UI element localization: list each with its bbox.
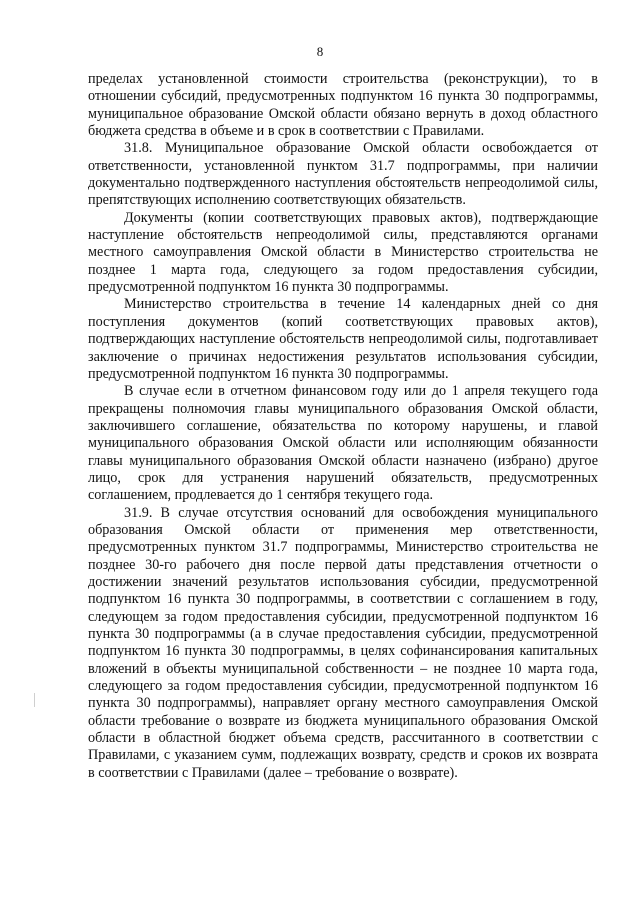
page-number: 8: [316, 44, 324, 59]
paragraph-ministry-review: Министерство строительства в течение 14 календарных дней со дня поступления документов (копий соответствующих правовых актов), подтверждающих наступление обстоятельств непреодолимой силы, подготавливает заключение о причинах недостижения результатов использования субсидии, предусмотренной подпунктом 16 пункта 30 подпрограммы.: [88, 296, 598, 382]
paragraph-continuation: пределах установленной стоимости строительства (реконструкции), то в отношении субсидий, предусмотренных подпунктом 16 пункта 30 подпрограммы, муниципальное образование Омской области обязано вернуть в доход областного бюджета средства в объеме и в срок в соответствии с Правилами.: [88, 71, 598, 140]
paragraph-31-8: 31.8. Муниципальное образование Омской области освобождается от ответственности, установленной пунктом 31.7 подпрограммы, при наличии документально подтвержденного наступления обстоятельств непреодолимой силы, препятствующих исполнению соответствующих обязательств.: [88, 140, 598, 209]
document-body: [88, 71, 598, 782]
paragraph-authority-change: В случае если в отчетном финансовом году или до 1 апреля текущего года прекращены полномочия главы муниципального образования Омской области, заключившего соглашение, обязательства по которому нарушены, и главой муниципального образования Омской области или исполняющим обязанности главы муниципального образования Омской области назначено (избрано) другое лицо, срок для устранения нарушений обязательств, предусмотренных соглашением, продлевается до 1 сентября текущего года.: [88, 383, 598, 504]
paragraph-31-9: 31.9. В случае отсутствия оснований для освобождения муниципального образования Омской области от применения мер ответственности, предусмотренных пунктом 31.7 подпрограммы, Министерство строительства не позднее 30-го рабочего дня после первой даты представления отчетности о достижении значений результатов использования субсидии, предусмотренной подпунктом 16 пункта 30 подпрограммы, в соответствии с соглашением в году, следующем за годом предоставления субсидии, предусмотренной подпунктом 16 пункта 30 подпрограммы (а в случае предоставления субсидии, предусмотренной подпунктом 16 пункта 30 подпрограммы, в целях софинансирования капитальных вложений в объекты муниципальной собственности – не позднее 10 марта года, следующего за годом предоставления субсидии, предусмотренной подпунктом 16 пункта 30 подпрограммы), направляет органу местного самоуправления Омской области требование о возврате из бюджета муниципального образования Омской области в областной бюджет объема средств, рассчитанного в соответствии с Правилами, с указанием сумм, подлежащих возврату, средств и сроков их возврата в соответствии с Правилами (далее – требование о возврате).: [88, 504, 598, 781]
paragraph-documents: Документы (копии соответствующих правовых актов), подтверждающие наступление обстоятельств непреодолимой силы, представляются органами местного самоуправления Омской области в Министерство строительства не позднее 1 марта года, следующего за годом предоставления субсидии, предусмотренной подпунктом 16 пункта 30 подпрограммы.: [88, 209, 598, 296]
scan-margin-mark: [34, 693, 35, 707]
